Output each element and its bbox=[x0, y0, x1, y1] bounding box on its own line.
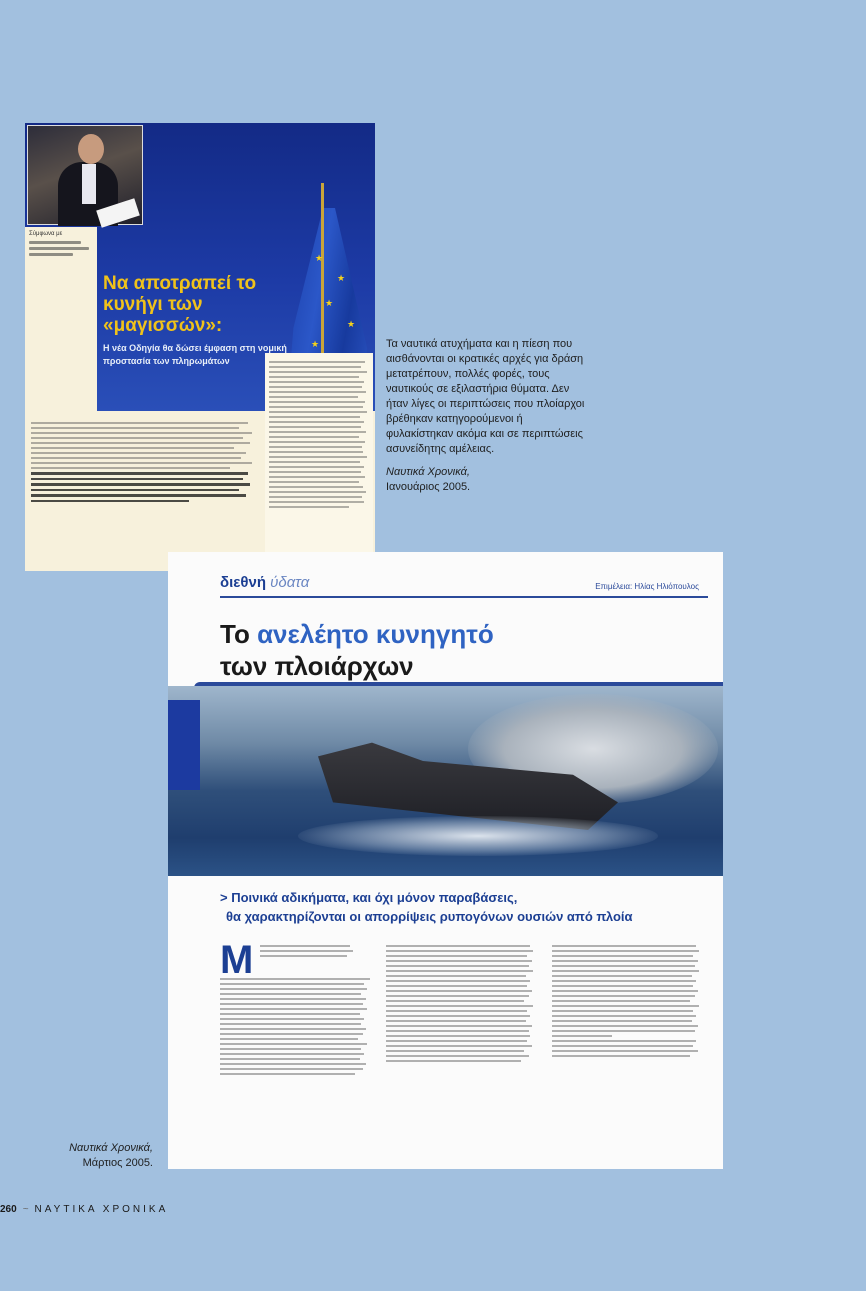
clipping-march-2005 bbox=[168, 552, 723, 1169]
sea-foam bbox=[298, 816, 658, 856]
article-body-left bbox=[27, 415, 261, 509]
page-footer bbox=[0, 1204, 168, 1215]
section-label-bold: διεθνή bbox=[220, 574, 266, 591]
magazine-name: ΝΑΥΤΙΚΑ ΧΡΟΝΙΚΑ bbox=[34, 1204, 169, 1215]
star-icon: ★ bbox=[315, 253, 324, 263]
footer-dash: ~ bbox=[22, 1204, 29, 1215]
section-label-light: ύδατα bbox=[270, 574, 310, 591]
star-icon: ★ bbox=[347, 319, 356, 329]
photo-caption-column bbox=[25, 227, 97, 411]
speaker-photo bbox=[27, 125, 143, 225]
headline: Να αποτραπεί το κυνήγι των «μαγισσών»: bbox=[103, 273, 257, 336]
ship-photo bbox=[168, 686, 723, 876]
article-column-1 bbox=[220, 938, 370, 1078]
section-rule bbox=[220, 596, 708, 598]
caption-source: Ναυτικά Χρονικά, bbox=[386, 466, 470, 478]
caption-march bbox=[20, 1141, 153, 1171]
subhead-line2: θα χαρακτηρίζονται οι απορρίψεις ρυπογόνων ουσιών από πλοία bbox=[226, 909, 633, 924]
dropcap: Μ bbox=[220, 938, 254, 982]
caption-source: Ναυτικά Χρονικά, bbox=[69, 1142, 153, 1154]
title-highlight: ανελέητο κυνηγητό bbox=[257, 619, 494, 649]
photo-caption: Σύμφωνα με bbox=[29, 231, 63, 237]
subheadline: Η νέα Οδηγία θα δώσει έμφαση στη νομική προστασία των πληρωμάτων bbox=[103, 343, 287, 366]
subhead-line1: > Ποινικά αδικήματα, και όχι μόνον παραβάσεις, bbox=[220, 890, 518, 905]
caption-date: Μάρτιος 2005. bbox=[82, 1157, 153, 1169]
title-line2: των πλοιάρχων bbox=[220, 651, 414, 681]
clipping-january-2005 bbox=[25, 123, 375, 571]
eu-flag-fragment bbox=[168, 700, 200, 790]
article-body-right bbox=[265, 353, 373, 571]
title-plain: Το bbox=[220, 619, 258, 649]
star-icon: ★ bbox=[325, 298, 334, 308]
article-columns bbox=[220, 938, 708, 1162]
article-subhead bbox=[220, 888, 700, 926]
caption-date: Ιανουάριος 2005. bbox=[386, 481, 471, 493]
caption-january bbox=[386, 337, 586, 495]
section-label bbox=[220, 574, 309, 591]
star-icon: ★ bbox=[311, 339, 320, 349]
byline: Επιμέλεια: Ηλίας Ηλιόπουλος bbox=[595, 582, 699, 591]
star-icon: ★ bbox=[337, 273, 346, 283]
article-column-2 bbox=[386, 942, 536, 1065]
article-title bbox=[220, 618, 494, 682]
page-number: 260 bbox=[0, 1204, 17, 1215]
caption-text: Τα ναυτικά ατυχήματα και η πίεση που αισθάνονται οι κρατικές αρχές για δράση μετατρέπουν, πολλές φορές, τους ναυτικούς σε εξιλαστήρια θύματα. Δεν ήταν λίγες οι περιπτώσεις που πλοίαρχοι βρέθηκαν κατηγορούμενοι ή φυλακίστηκαν ακόμα και σε περιπτώσεις ασυνείδητης αμέλειας. bbox=[386, 338, 585, 455]
article-column-3 bbox=[552, 942, 702, 1060]
